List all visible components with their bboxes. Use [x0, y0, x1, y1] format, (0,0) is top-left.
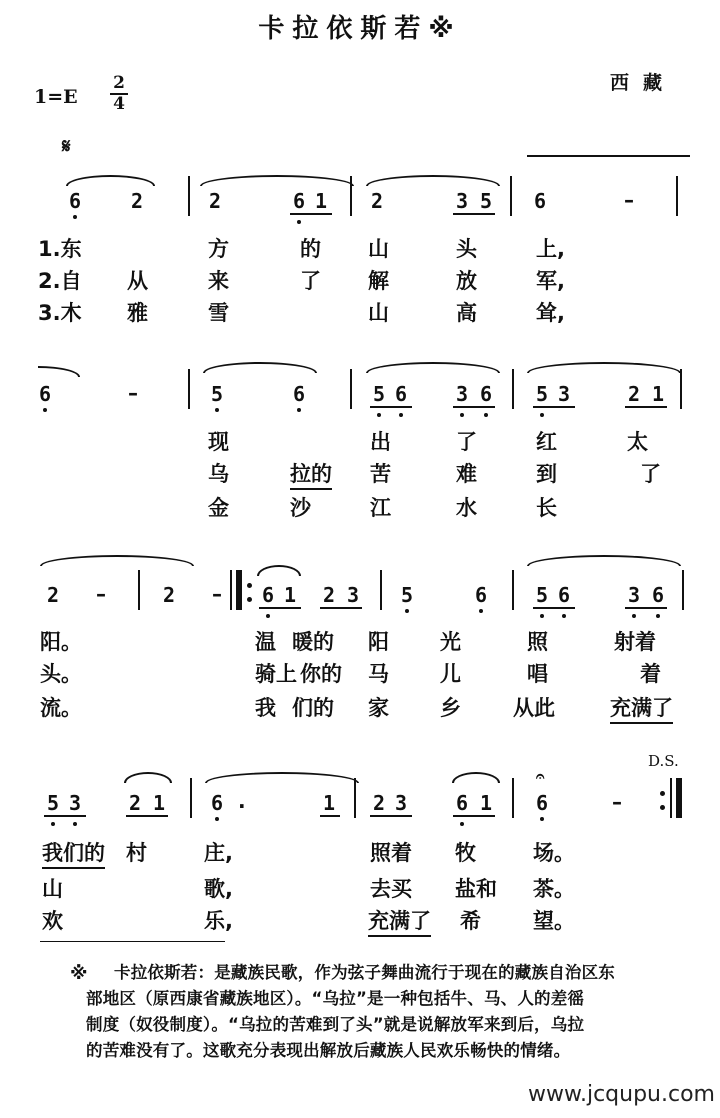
- eighth-beam: [533, 406, 575, 408]
- lyric-extended: 充满了: [368, 905, 431, 937]
- low-octave-dot: [460, 822, 464, 826]
- lyric: 骑上: [255, 662, 297, 686]
- lyric: 1.东: [38, 237, 82, 261]
- low-octave-dot: [540, 614, 544, 618]
- note: 2: [322, 583, 336, 607]
- lyric: 牧: [455, 841, 476, 865]
- lyric: 放: [456, 269, 477, 293]
- note: 6: [261, 583, 275, 607]
- tie: [527, 155, 690, 157]
- lyric: 苦: [370, 462, 391, 486]
- low-octave-dot: [484, 413, 488, 417]
- lyric: 场。: [533, 841, 575, 865]
- lyric: 马: [368, 662, 389, 686]
- barline: [230, 570, 232, 610]
- eighth-beam: [453, 213, 495, 215]
- note: 2: [130, 189, 144, 213]
- slur: [66, 175, 155, 186]
- note: 1: [322, 791, 336, 815]
- eighth-beam: [453, 406, 495, 408]
- song-origin: 西藏: [610, 72, 677, 94]
- song-title: 卡拉依斯若※: [258, 14, 462, 44]
- slur: [527, 362, 681, 373]
- lyric: 流。: [40, 696, 82, 720]
- repeat-start-barline: [236, 570, 242, 610]
- augmentation-dot: .: [238, 789, 246, 813]
- note: 6: [479, 382, 493, 406]
- note: 2: [208, 189, 222, 213]
- segno-icon: 𝄋: [62, 134, 71, 158]
- lyric: 了: [456, 430, 477, 454]
- low-octave-dot: [632, 614, 636, 618]
- low-octave-dot: [399, 413, 403, 417]
- lyric: 山: [368, 237, 389, 261]
- lyric: 从: [127, 269, 148, 293]
- footnote-line: 卡拉依斯若：是藏族民歌，作为弦子舞曲流行于现在的藏族自治区东: [114, 963, 615, 982]
- lyric: 唱: [527, 662, 548, 686]
- note: 5: [535, 382, 549, 406]
- note: 5: [372, 382, 386, 406]
- lyric-extended: 拉的: [290, 458, 332, 490]
- eighth-beam: [533, 607, 575, 609]
- sustain-dash: –: [212, 582, 222, 606]
- lyric: 射着: [614, 630, 656, 654]
- low-octave-dot: [266, 614, 270, 618]
- note: 1: [479, 791, 493, 815]
- tie: [38, 366, 80, 377]
- slur: [366, 175, 500, 186]
- barline: [512, 778, 514, 818]
- note: 3: [346, 583, 360, 607]
- barline: [676, 176, 678, 216]
- repeat-dot: [660, 791, 665, 796]
- barline: [682, 570, 684, 610]
- note: 6: [394, 382, 408, 406]
- lyric: 高: [456, 301, 477, 325]
- note: 6: [455, 791, 469, 815]
- eighth-beam: [126, 815, 168, 817]
- lyric: 到: [536, 462, 557, 486]
- lyric: 难: [456, 462, 477, 486]
- lyric: 2.自: [38, 269, 82, 293]
- lyric: 出: [370, 430, 391, 454]
- eighth-beam: [370, 406, 412, 408]
- lyric: 盐和: [455, 877, 497, 901]
- barline: [190, 778, 192, 818]
- lyric: 阳: [368, 630, 389, 654]
- lyric: 头。: [40, 662, 82, 686]
- footnote-mark: ※: [70, 963, 88, 984]
- footnote-text: [86, 960, 690, 1064]
- slur: [452, 772, 500, 783]
- eighth-beam: [453, 815, 495, 817]
- barline: [512, 369, 514, 409]
- lyric: 山: [368, 301, 389, 325]
- low-octave-dot: [540, 817, 544, 821]
- slur: [257, 565, 301, 576]
- barline: [188, 369, 190, 409]
- lyric: 长: [536, 496, 557, 520]
- note: 2: [162, 583, 176, 607]
- note: 2: [370, 189, 384, 213]
- low-octave-dot: [73, 822, 77, 826]
- note: 1: [283, 583, 297, 607]
- lyric: 头: [456, 237, 477, 261]
- barline: [512, 570, 514, 610]
- low-octave-dot: [540, 413, 544, 417]
- time-signature-bottom: 4: [110, 93, 128, 114]
- low-octave-dot: [656, 614, 660, 618]
- note: 6: [557, 583, 571, 607]
- lyric: 的: [300, 237, 321, 261]
- note: 6: [535, 791, 549, 815]
- time-signature: [110, 74, 128, 114]
- low-octave-dot: [297, 220, 301, 224]
- tie: [40, 555, 194, 566]
- lyric: 们的: [292, 696, 334, 720]
- slur: [205, 772, 359, 783]
- low-octave-dot: [297, 408, 301, 412]
- slur: [124, 772, 172, 783]
- note: 3: [627, 583, 641, 607]
- lyric: 欢: [42, 909, 63, 933]
- lyric-extended: 我们的: [42, 837, 105, 869]
- eighth-beam: [625, 607, 667, 609]
- lyric: 金: [208, 496, 229, 520]
- lyric: 红: [536, 430, 557, 454]
- lyric: 阳。: [40, 630, 82, 654]
- lyric: 方: [208, 237, 229, 261]
- note: 5: [46, 791, 60, 815]
- fermata-icon: 𝄐: [536, 767, 545, 785]
- lyric: 温: [255, 630, 276, 654]
- lyric: 照着: [370, 841, 412, 865]
- note: 3: [455, 382, 469, 406]
- low-octave-dot: [377, 413, 381, 417]
- footnote-line: 制度（奴役制度）。“乌拉的苦难到了头”就是说解放军来到后，乌拉: [86, 1015, 585, 1034]
- footnote-line: 的苦难没有了。这歌充分表现出解放后藏族人民欢乐畅快的情绪。: [86, 1041, 571, 1060]
- note: 6: [651, 583, 665, 607]
- lyric: 雪: [208, 301, 229, 325]
- lyric: 了: [640, 462, 661, 486]
- low-octave-dot: [215, 817, 219, 821]
- eighth-beam: [320, 607, 362, 609]
- barline: [670, 778, 672, 818]
- note: 5: [210, 382, 224, 406]
- lyric: 家: [368, 696, 389, 720]
- note: 6: [38, 382, 52, 406]
- lyric: 庄,: [204, 841, 233, 865]
- note: 6: [68, 189, 82, 213]
- barline: [680, 369, 682, 409]
- lyric: 着: [640, 662, 661, 686]
- barline: [354, 778, 356, 818]
- eighth-beam: [625, 406, 667, 408]
- barline: [510, 176, 512, 216]
- note: 2: [627, 382, 641, 406]
- eighth-beam: [370, 815, 412, 817]
- repeat-end-barline: [676, 778, 682, 818]
- note: 3: [394, 791, 408, 815]
- note: 2: [372, 791, 386, 815]
- lyric: 沙: [290, 496, 311, 520]
- barline: [188, 176, 190, 216]
- eighth-beam: [290, 213, 332, 215]
- low-octave-dot: [479, 609, 483, 613]
- note: 1: [314, 189, 328, 213]
- note: 6: [292, 382, 306, 406]
- lyric: 水: [456, 496, 477, 520]
- lyric: 光: [440, 630, 461, 654]
- note: 5: [535, 583, 549, 607]
- barline: [350, 369, 352, 409]
- lyric: 望。: [533, 909, 575, 933]
- barline: [380, 570, 382, 610]
- low-octave-dot: [51, 822, 55, 826]
- note: 6: [533, 189, 547, 213]
- eighth-beam: [259, 607, 301, 609]
- lyric: 暖的: [292, 630, 334, 654]
- eighth-beam: [44, 815, 86, 817]
- lyric-extended: 充满了: [610, 692, 673, 724]
- watermark: www.jcqupu.com: [528, 1082, 715, 1107]
- lyric: 村: [126, 841, 147, 865]
- low-octave-dot: [405, 609, 409, 613]
- lyric: 现: [208, 430, 229, 454]
- lyric: 歌,: [204, 877, 233, 901]
- sustain-dash: –: [624, 188, 634, 212]
- low-octave-dot: [43, 408, 47, 412]
- note: 1: [651, 382, 665, 406]
- lyric: 乐,: [204, 909, 233, 933]
- lyric: 上,: [536, 237, 565, 261]
- sustain-dash: –: [128, 381, 138, 405]
- lyric: 江: [370, 496, 391, 520]
- lyric: 山: [42, 877, 63, 901]
- low-octave-dot: [460, 413, 464, 417]
- note: 3: [557, 382, 571, 406]
- note: 2: [46, 583, 60, 607]
- barline: [350, 176, 352, 216]
- repeat-dot: [247, 583, 252, 588]
- lyric: 希: [460, 909, 481, 933]
- lyric: 太: [627, 430, 648, 454]
- lyric: 乌: [208, 462, 229, 486]
- lyric: 照: [527, 630, 548, 654]
- note: 2: [128, 791, 142, 815]
- note: 5: [400, 583, 414, 607]
- lyric: 来: [208, 269, 229, 293]
- lyric: 儿: [440, 662, 461, 686]
- key-signature: 1=E: [34, 86, 78, 108]
- sustain-dash: –: [612, 790, 622, 814]
- low-octave-dot: [562, 614, 566, 618]
- lyric: 了: [300, 269, 321, 293]
- eighth-beam: [320, 815, 340, 817]
- slur: [366, 362, 500, 373]
- lyric: 解: [368, 269, 389, 293]
- footnote-line: 部地区（原西康省藏族地区）。“乌拉”是一种包括牛、马、人的差徭: [86, 989, 585, 1008]
- low-octave-dot: [73, 215, 77, 219]
- slur: [203, 362, 317, 373]
- note: 6: [474, 583, 488, 607]
- sustain-dash: –: [96, 582, 106, 606]
- note: 6: [292, 189, 306, 213]
- note: 3: [455, 189, 469, 213]
- lyric: 雅: [127, 301, 148, 325]
- slur: [200, 175, 354, 186]
- lyric: 从此: [513, 696, 555, 720]
- lyric: 乡: [440, 696, 461, 720]
- lyric: 你的: [300, 662, 342, 686]
- lyric: 军,: [536, 269, 565, 293]
- lyric: 去买: [370, 877, 412, 901]
- low-octave-dot: [215, 408, 219, 412]
- footnote-divider: [40, 941, 225, 942]
- dal-segno-marking: D.S.: [648, 752, 679, 770]
- note: 6: [210, 791, 224, 815]
- barline: [138, 570, 140, 610]
- note: 1: [152, 791, 166, 815]
- note: 3: [68, 791, 82, 815]
- repeat-dot: [660, 805, 665, 810]
- lyric: 3.木: [38, 301, 82, 325]
- lyric: 茶。: [533, 877, 575, 901]
- time-signature-top: 2: [113, 73, 125, 93]
- note: 5: [479, 189, 493, 213]
- slur: [527, 555, 681, 566]
- lyric: 我: [255, 696, 276, 720]
- lyric: 耸,: [536, 301, 565, 325]
- repeat-dot: [247, 597, 252, 602]
